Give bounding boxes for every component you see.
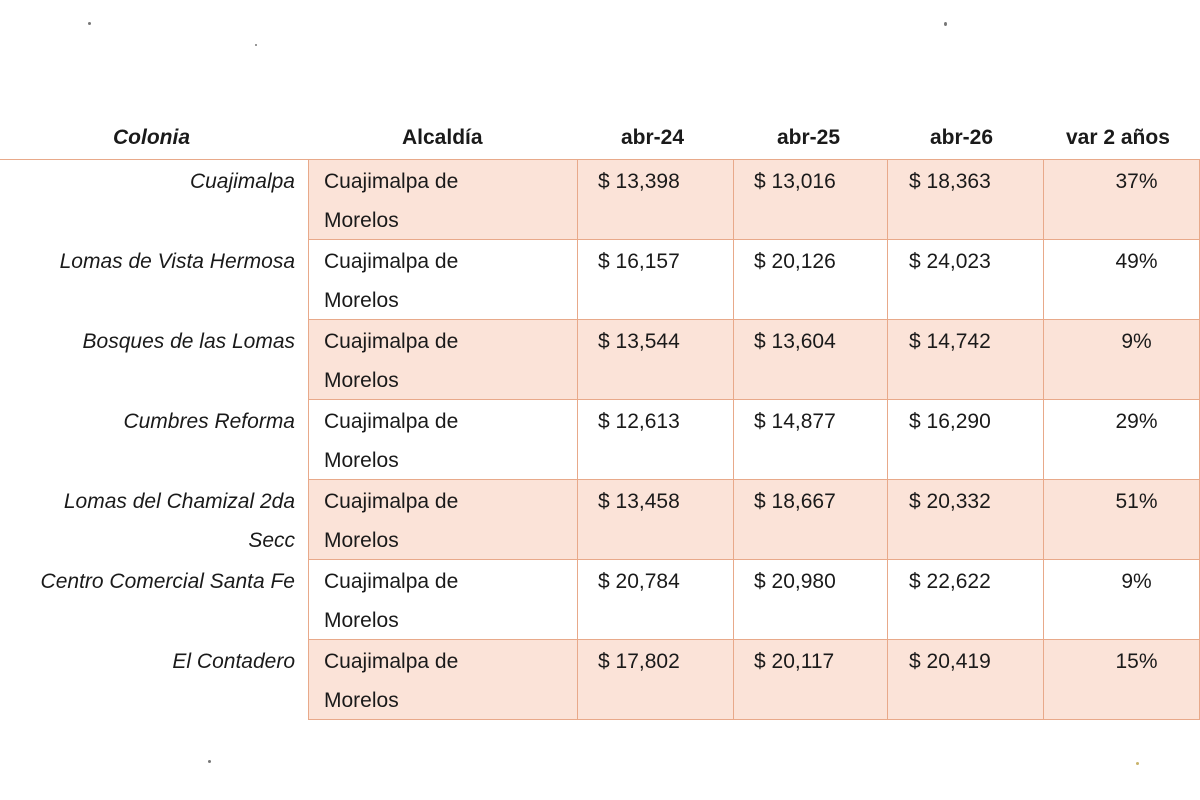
- cell-alcaldia: [308, 560, 578, 640]
- alcaldia-line-2: Morelos: [324, 209, 399, 232]
- cell-abr-25: $ 14,877: [734, 400, 888, 480]
- alcaldia-line-2: Morelos: [324, 369, 399, 392]
- alcaldia-line-2: Morelos: [324, 529, 399, 552]
- cell-var-2-anos: 51%: [1044, 480, 1200, 560]
- alcaldia-line-1: Cuajimalpa de: [324, 250, 459, 273]
- cell-abr-26: $ 18,363: [888, 160, 1044, 240]
- cell-abr-24: $ 12,613: [578, 400, 734, 480]
- colonia-name-line-2: Secc: [248, 529, 295, 552]
- cell-colonia: [0, 640, 308, 720]
- cell-abr-24: $ 13,544: [578, 320, 734, 400]
- cell-var-2-anos: 37%: [1044, 160, 1200, 240]
- cell-var-2-anos: 29%: [1044, 400, 1200, 480]
- cell-abr-24: $ 16,157: [578, 240, 734, 320]
- cell-var-2-anos: 9%: [1044, 560, 1200, 640]
- alcaldia-line-2: Morelos: [324, 449, 399, 472]
- cell-colonia: [0, 400, 308, 480]
- alcaldia-line-2: Morelos: [324, 289, 399, 312]
- cell-colonia: [0, 240, 308, 320]
- table-row: [0, 240, 1200, 320]
- alcaldia-line-1: Cuajimalpa de: [324, 410, 459, 433]
- table-row: [0, 400, 1200, 480]
- table-row: [0, 160, 1200, 240]
- colonia-name: Cumbres Reforma: [123, 410, 295, 433]
- cell-colonia: [0, 560, 308, 640]
- cell-colonia: [0, 320, 308, 400]
- alcaldia-line-1: Cuajimalpa de: [324, 570, 459, 593]
- cell-abr-26: $ 16,290: [888, 400, 1044, 480]
- cell-abr-24: $ 13,398: [578, 160, 734, 240]
- cell-abr-26: $ 24,023: [888, 240, 1044, 320]
- colonia-name: Lomas de Vista Hermosa: [59, 250, 295, 273]
- alcaldia-line-1: Cuajimalpa de: [324, 490, 459, 513]
- cell-abr-25: $ 20,117: [734, 640, 888, 720]
- table-row: [0, 640, 1200, 720]
- cell-abr-25: $ 20,126: [734, 240, 888, 320]
- header-abr-24: abr-24: [621, 126, 685, 149]
- cell-var-2-anos: 9%: [1044, 320, 1200, 400]
- colonia-name: Centro Comercial Santa Fe: [40, 570, 295, 593]
- cell-abr-26: $ 22,622: [888, 560, 1044, 640]
- cell-abr-24: $ 20,784: [578, 560, 734, 640]
- cell-alcaldia: [308, 240, 578, 320]
- colonia-name: Bosques de las Lomas: [82, 330, 295, 353]
- alcaldia-line-1: Cuajimalpa de: [324, 650, 459, 673]
- cell-abr-26: $ 14,742: [888, 320, 1044, 400]
- cell-abr-24: $ 17,802: [578, 640, 734, 720]
- alcaldia-line-2: Morelos: [324, 609, 399, 632]
- cell-var-2-anos: 49%: [1044, 240, 1200, 320]
- alcaldia-line-1: Cuajimalpa de: [324, 330, 459, 353]
- cell-abr-24: $ 13,458: [578, 480, 734, 560]
- table-header: [0, 117, 1200, 159]
- cell-abr-25: $ 13,604: [734, 320, 888, 400]
- alcaldia-line-1: Cuajimalpa de: [324, 170, 459, 193]
- cell-abr-25: $ 20,980: [734, 560, 888, 640]
- cell-abr-26: $ 20,419: [888, 640, 1044, 720]
- cell-abr-25: $ 13,016: [734, 160, 888, 240]
- header-alcaldia: Alcaldía: [402, 126, 483, 149]
- header-colonia: Colonia: [113, 126, 190, 149]
- alcaldia-line-2: Morelos: [324, 689, 399, 712]
- cell-colonia: [0, 160, 308, 240]
- header-abr-25: abr-25: [777, 126, 841, 149]
- colonia-name: Cuajimalpa: [189, 170, 295, 193]
- cell-abr-25: $ 18,667: [734, 480, 888, 560]
- header-abr-26: abr-26: [930, 126, 994, 149]
- colonia-name: Lomas del Chamizal 2da: [63, 490, 295, 513]
- cell-alcaldia: [308, 160, 578, 240]
- cell-var-2-anos: 15%: [1044, 640, 1200, 720]
- colonia-name: El Contadero: [172, 650, 295, 673]
- cell-alcaldia: [308, 640, 578, 720]
- cell-alcaldia: [308, 480, 578, 560]
- cell-colonia: [0, 480, 308, 560]
- cell-alcaldia: [308, 400, 578, 480]
- table-body: [0, 159, 1200, 720]
- header-var-2-anos: var 2 años: [1066, 126, 1170, 149]
- table-row: [0, 480, 1200, 560]
- cell-abr-26: $ 20,332: [888, 480, 1044, 560]
- rent-table: [0, 117, 1200, 720]
- cell-alcaldia: [308, 320, 578, 400]
- table-row: [0, 320, 1200, 400]
- table-row: [0, 560, 1200, 640]
